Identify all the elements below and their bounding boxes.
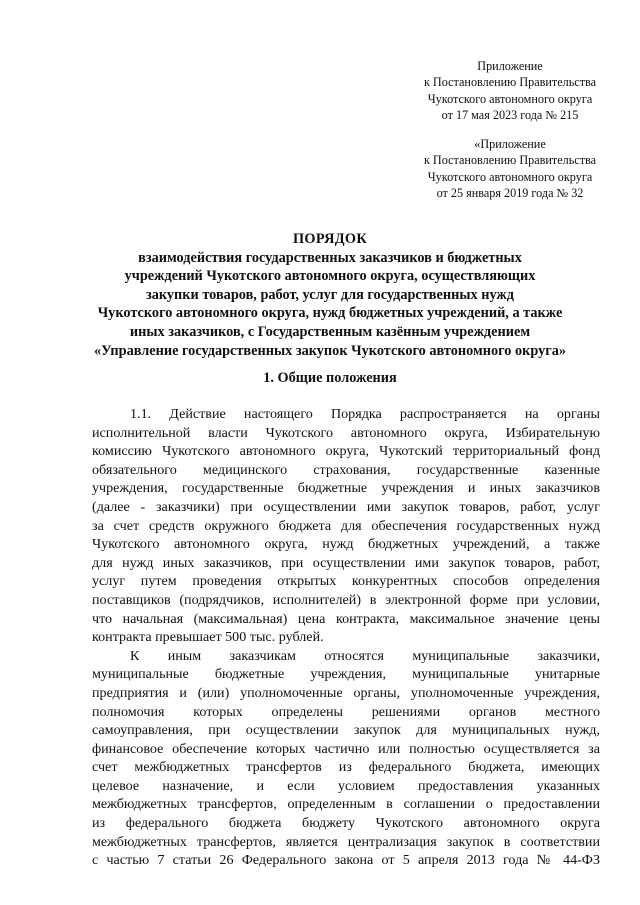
title-line: Чукотского автономного округа, нужд бюджетных учреждений, а также bbox=[97, 305, 563, 322]
title-line: «Управление государственных закупок Чукотского автономного округа» bbox=[93, 342, 567, 359]
appendix-line: Приложение bbox=[477, 59, 543, 73]
appendix-note-previous bbox=[390, 136, 630, 202]
body-line: К иным заказчикам относятся муниципальные заказчики, bbox=[130, 647, 600, 664]
body-line: учреждения, государственные бюджетные учреждения и иных заказчиков bbox=[92, 480, 600, 497]
body-line: с частью 7 статьи 26 Федерального закона от 5 апреля 2013 года № 44-ФЗ bbox=[92, 852, 600, 869]
body-line: за счет средств окружного бюджета для обеспечения государственных нужд bbox=[92, 517, 600, 534]
body-line: межбюджетных трансфертов, является централизация закупок в соответствии bbox=[92, 833, 600, 850]
body-line: для нужд иных заказчиков, при осуществлении ими закупок товаров, работ, bbox=[92, 554, 600, 571]
body-line: финансовое обеспечение которых частично или полностью осуществляется за bbox=[92, 740, 600, 757]
body-line: полномочия которых определены решениями органов местного bbox=[92, 703, 600, 720]
body-line: 1.1. Действие настоящего Порядка распространяется на органы bbox=[130, 406, 600, 422]
body-line: счет межбюджетных трансфертов из федерального бюджета, имеющих bbox=[92, 759, 600, 776]
appendix-line: Чукотского автономного округа bbox=[427, 91, 593, 106]
appendix-line: «Приложение bbox=[474, 137, 546, 151]
title-line: закупки товаров, работ, услуг для государственных нужд bbox=[145, 286, 515, 303]
body-line: контракта превышает 500 тыс. рублей. bbox=[92, 629, 324, 646]
section-heading: 1. Общие положения bbox=[263, 370, 397, 386]
body-line: предприятия и (или) уполномоченные органы, уполномоченные учреждения, bbox=[92, 684, 600, 701]
title-line: взаимодействия государственных заказчиков и бюджетных bbox=[138, 249, 522, 266]
body-line: целевое назначение, и если условием предоставления указанных bbox=[92, 777, 600, 794]
title-line: учреждений Чукотского автономного округа, осуществляющих bbox=[124, 268, 536, 285]
body-line: услуг путем проведения открытых конкурентных способов определения bbox=[92, 573, 600, 590]
body-line: самоуправления, при осуществлении закупок для муниципальных нужд, bbox=[92, 722, 600, 739]
body-line: (далее - заказчики) при осуществлении ими закупок товаров, работ, услуг bbox=[92, 498, 600, 515]
body-line: межбюджетных трансфертов, определенным в соглашении о предоставлении bbox=[92, 796, 600, 813]
body-line: что начальная (максимальная) цена контракта, максимальное значение цены bbox=[92, 610, 600, 627]
appendix-line: от 25 января 2019 года № 32 bbox=[436, 186, 584, 201]
body-line: исполнительной власти Чукотского автономного округа, Избирательную bbox=[92, 424, 600, 441]
body-line: муниципальные бюджетные учреждения, муниципальные унитарные bbox=[92, 666, 600, 683]
body-line: Чукотского автономного округа, нужд бюджетных учреждений, а также bbox=[92, 536, 600, 553]
body-line: из федерального бюджета бюджету Чукотского автономного округа bbox=[92, 815, 600, 832]
body-line: поставщиков (подрядчиков, исполнителей) в электронной форме при условии, bbox=[92, 591, 600, 608]
appendix-line: к Постановлению Правительства bbox=[423, 75, 597, 90]
appendix-line: от 17 мая 2023 года № 215 bbox=[441, 108, 579, 123]
document-title: ПОРЯДОК bbox=[292, 231, 367, 247]
document-title-block bbox=[60, 230, 600, 360]
body-line: комиссию Чукотского автономного округа, Чукотский территориальный фонд bbox=[92, 443, 600, 460]
title-line: иных заказчиков, с Государственным казённым учреждением bbox=[129, 323, 531, 340]
appendix-line: к Постановлению Правительства bbox=[423, 153, 597, 168]
section-body bbox=[92, 405, 600, 870]
appendix-note-current bbox=[390, 58, 630, 124]
body-line: обязательного медицинского страхования, государственные казенные bbox=[92, 461, 600, 478]
appendix-line: Чукотского автономного округа bbox=[427, 169, 593, 184]
